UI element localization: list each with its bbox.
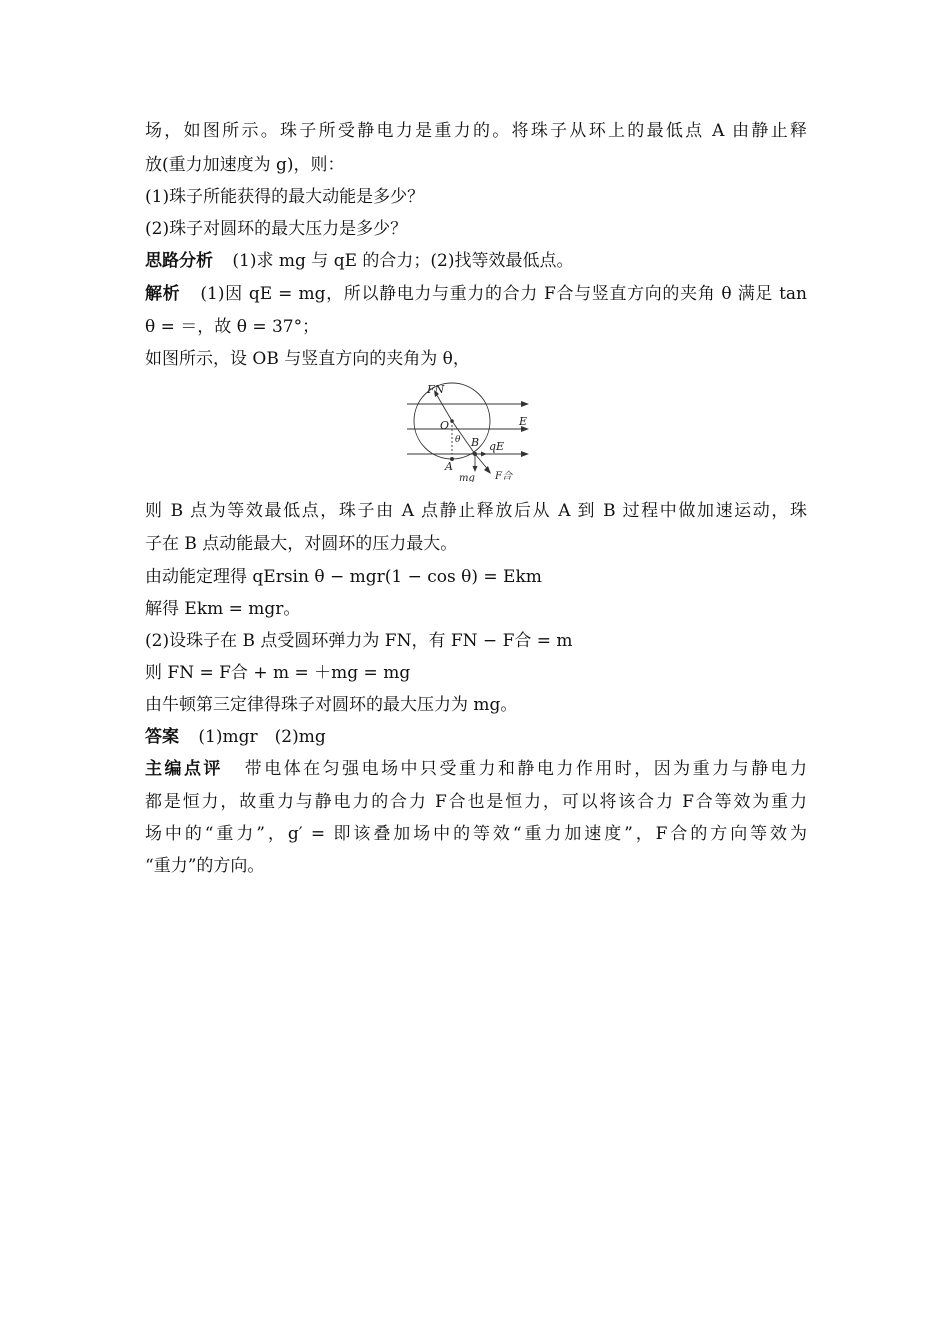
label-f-combined: F合 bbox=[495, 471, 512, 482]
analysis-label: 思路分析 bbox=[145, 251, 213, 271]
label-mg: mg bbox=[459, 473, 475, 482]
answer-text: (1)mgr (2)mg bbox=[198, 727, 326, 747]
question-2: (2)珠子对圆环的最大压力是多少？ bbox=[145, 219, 408, 239]
force-diagram bbox=[405, 382, 535, 482]
label-fn: FN bbox=[427, 383, 445, 396]
solution-text: (1)因 qE = mg，所以静电力与重力的合力 F合与竖直方向的夹角 θ 满足 tan bbox=[200, 284, 808, 304]
text-line-13: (2)设珠子在 B 点受圆环弹力为 FN，有 FN − F合 = m bbox=[145, 631, 573, 651]
label-e: E bbox=[519, 415, 528, 428]
text-line-7: θ = ＝，故 θ = 37°； bbox=[145, 317, 320, 337]
text-line-10: 子在 B 点动能最大，对圆环的压力最大。 bbox=[145, 534, 458, 554]
question-1: (1)珠子所能获得的最大动能是多少？ bbox=[145, 187, 425, 207]
text-line-8: 如图所示，设 OB 与竖直方向的夹角为 θ， bbox=[145, 349, 470, 369]
text-line-14: 则 FN = F合 + m = ＋mg = mg bbox=[145, 663, 411, 683]
text-line-19: 场中的“重力”，g′ = 即该叠加场中的等效“重力加速度”，F合的方向等效为 bbox=[145, 824, 807, 844]
text-line-11: 由动能定理得 qErsin θ − mgr(1 − cos θ) = Ekm bbox=[145, 567, 542, 587]
text-line-2: 放(重力加速度为 g)，则： bbox=[145, 155, 345, 175]
label-o: O bbox=[440, 419, 450, 432]
answer-label: 答案 bbox=[145, 727, 179, 747]
text-line-18: 都是恒力，故重力与静电力的合力 F合也是恒力，可以将该合力 F合等效为重力 bbox=[145, 792, 807, 812]
answer-line bbox=[145, 726, 326, 748]
text-line-9: 则 B 点为等效最低点，珠子由 A 点静止释放后从 A 到 B 过程中做加速运动，珠 bbox=[145, 501, 807, 521]
label-qe: qE bbox=[489, 440, 505, 453]
analysis-text: (1)求 mg 与 qE 的合力；(2)找等效最低点。 bbox=[232, 251, 574, 271]
label-theta: θ bbox=[455, 435, 461, 445]
solution-label: 解析 bbox=[145, 284, 181, 304]
analysis-line bbox=[145, 250, 573, 272]
text-line-1: 场，如图所示。珠子所受静电力是重力的。将珠子从环上的最低点 A 由静止释 bbox=[145, 121, 807, 141]
text-line-15: 由牛顿第三定律得珠子对圆环的最大压力为 mg。 bbox=[145, 695, 518, 715]
editor-comment-line bbox=[145, 758, 807, 780]
label-b: B bbox=[471, 436, 480, 449]
text-line-20: “重力”的方向。 bbox=[145, 856, 265, 876]
solution-line bbox=[145, 283, 807, 305]
label-a: A bbox=[445, 460, 453, 473]
editor-comment-text: 带电体在匀强电场中只受重力和静电力作用时，因为重力与静电力 bbox=[244, 759, 808, 779]
text-line-12: 解得 Ekm = mgr。 bbox=[145, 599, 301, 619]
editor-comment-label: 主编点评 bbox=[145, 759, 223, 779]
